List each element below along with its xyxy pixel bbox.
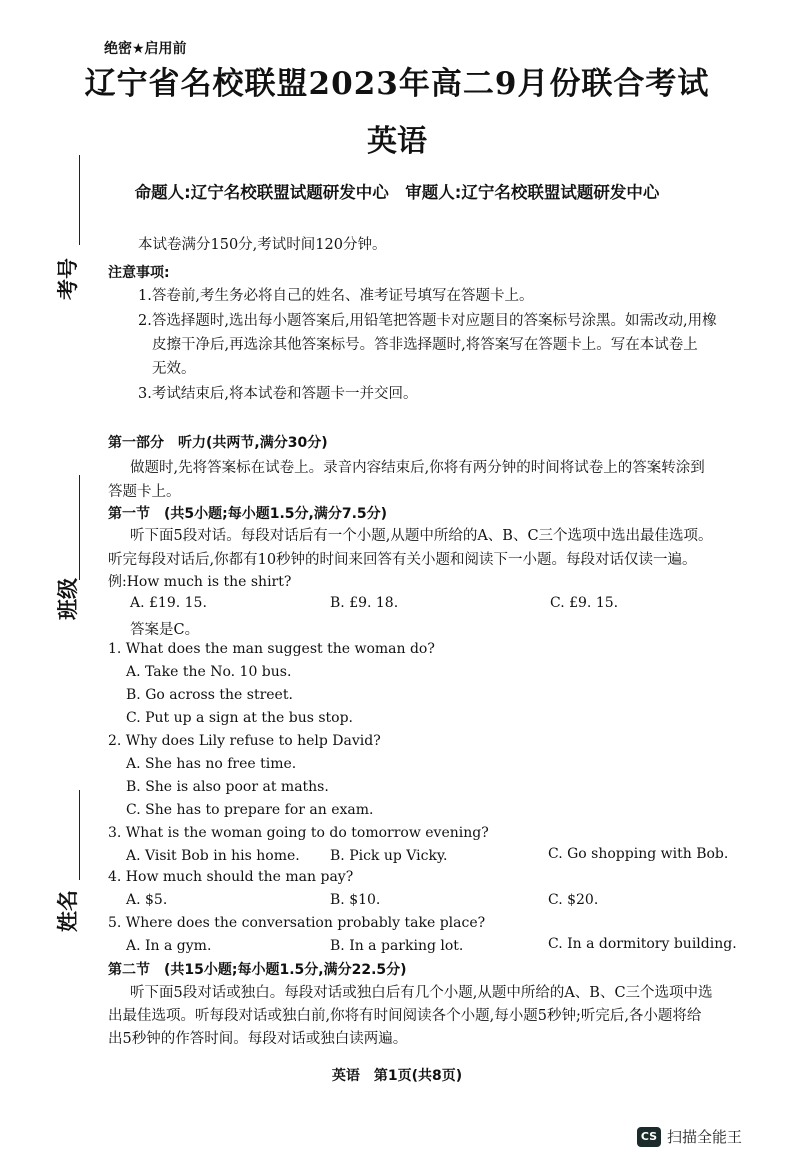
note-1: 1.答卷前,考生务必将自己的姓名、准考证号填写在答题卡上。 (138, 288, 534, 304)
section-1-heading: 第一节 (共5小题;每小题1.5分,满分7.5分) (108, 506, 388, 522)
section-2-desc-3: 出5秒钟的作答时间。每段对话或独白读两遍。 (108, 1031, 408, 1047)
question-1-option-c: C. Put up a sign at the bus stop. (126, 710, 354, 726)
question-4-option-a: A. $5. (126, 892, 168, 908)
question-4-option-c: C. $20. (548, 892, 599, 908)
part-1-desc-2: 答题卡上。 (108, 484, 181, 500)
note-3: 3.考试结束后,将本试卷和答题卡一并交回。 (138, 386, 418, 402)
note-2-line-1: 2.答选择题时,选出每小题答案后,用铅笔把答题卡对应题目的答案标号涂黑。如需改动,用橡 (138, 313, 717, 329)
note-2-line-2: 皮擦干净后,再选涂其他答案标号。答非选择题时,将答案写在答题卡上。写在本试卷上 (152, 337, 698, 353)
question-5-option-c: C. In a dormitory building. (548, 936, 737, 952)
question-2-option-b: B. She is also poor at maths. (126, 779, 329, 795)
section-2-desc-1: 听下面5段对话或独白。每段对话或独白后有几个小题,从题中所给的A、B、C三个选项中选 (130, 985, 713, 1001)
question-3-option-a: A. Visit Bob in his home. (126, 848, 300, 864)
class-line (79, 475, 80, 580)
exam-no-label: 考号 (56, 258, 80, 300)
question-3-option-c: C. Go shopping with Bob. (548, 846, 729, 862)
camscanner-watermark (637, 1126, 742, 1147)
example-option-a: A. £19. 15. (130, 595, 207, 611)
note-2-line-3: 无效。 (152, 361, 196, 377)
question-1: 1. What does the man suggest the woman do? (108, 641, 435, 657)
example-question: 例:How much is the shirt? (108, 574, 292, 590)
question-2: 2. Why does Lily refuse to help David? (108, 733, 381, 749)
question-3-option-b: B. Pick up Vicky. (330, 848, 448, 864)
authors-line: 命题人:辽宁名校联盟试题研发中心 审题人:辽宁名校联盟试题研发中心 (134, 183, 660, 202)
part-1-heading: 第一部分 听力(共两节,满分30分) (108, 435, 328, 451)
score-time: 本试卷满分150分,考试时间120分钟。 (138, 237, 387, 253)
question-1-option-b: B. Go across the street. (126, 687, 293, 703)
section-2-heading: 第二节 (共15小题;每小题1.5分,满分22.5分) (108, 962, 407, 978)
exam-title: 辽宁省名校联盟2023年高二9月份联合考试 (84, 66, 710, 102)
class-label: 班级 (56, 578, 80, 620)
example-answer: 答案是C。 (130, 622, 200, 638)
question-4-option-b: B. $10. (330, 892, 381, 908)
question-3: 3. What is the woman going to do tomorrow evening? (108, 825, 489, 841)
notes-title: 注意事项: (108, 265, 170, 281)
example-option-b: B. £9. 18. (330, 595, 399, 611)
camscanner-logo-icon: CS (637, 1127, 661, 1147)
section-1-desc-1: 听下面5段对话。每段对话后有一个小题,从题中所给的A、B、C三个选项中选出最佳选项。 (130, 528, 713, 544)
exam-no-line (79, 155, 80, 245)
page-number: 英语 第1页(共8页) (331, 1068, 463, 1084)
question-4: 4. How much should the man pay? (108, 869, 354, 885)
question-5-option-b: B. In a parking lot. (330, 938, 464, 954)
subject-title: 英语 (367, 124, 427, 159)
name-line (79, 790, 80, 880)
example-option-c: C. £9. 15. (550, 595, 619, 611)
question-2-option-c: C. She has to prepare for an exam. (126, 802, 374, 818)
question-5-option-a: A. In a gym. (126, 938, 212, 954)
camscanner-text: 扫描全能王 (666, 1128, 742, 1146)
confidential-label: 绝密★启用前 (104, 41, 187, 57)
name-label: 姓名 (56, 890, 80, 932)
question-5: 5. Where does the conversation probably take place? (108, 915, 486, 931)
question-2-option-a: A. She has no free time. (126, 756, 297, 772)
part-1-desc-1: 做题时,先将答案标在试卷上。录音内容结束后,你将有两分钟的时间将试卷上的答案转涂到 (130, 460, 705, 476)
section-1-desc-2: 听完每段对话后,你都有10秒钟的时间来回答有关小题和阅读下一小题。每段对话仅读一遍。 (108, 552, 697, 568)
question-1-option-a: A. Take the No. 10 bus. (126, 664, 292, 680)
section-2-desc-2: 出最佳选项。听每段对话或独白前,你将有时间阅读各个小题,每小题5秒钟;听完后,各小题将给 (108, 1008, 702, 1024)
